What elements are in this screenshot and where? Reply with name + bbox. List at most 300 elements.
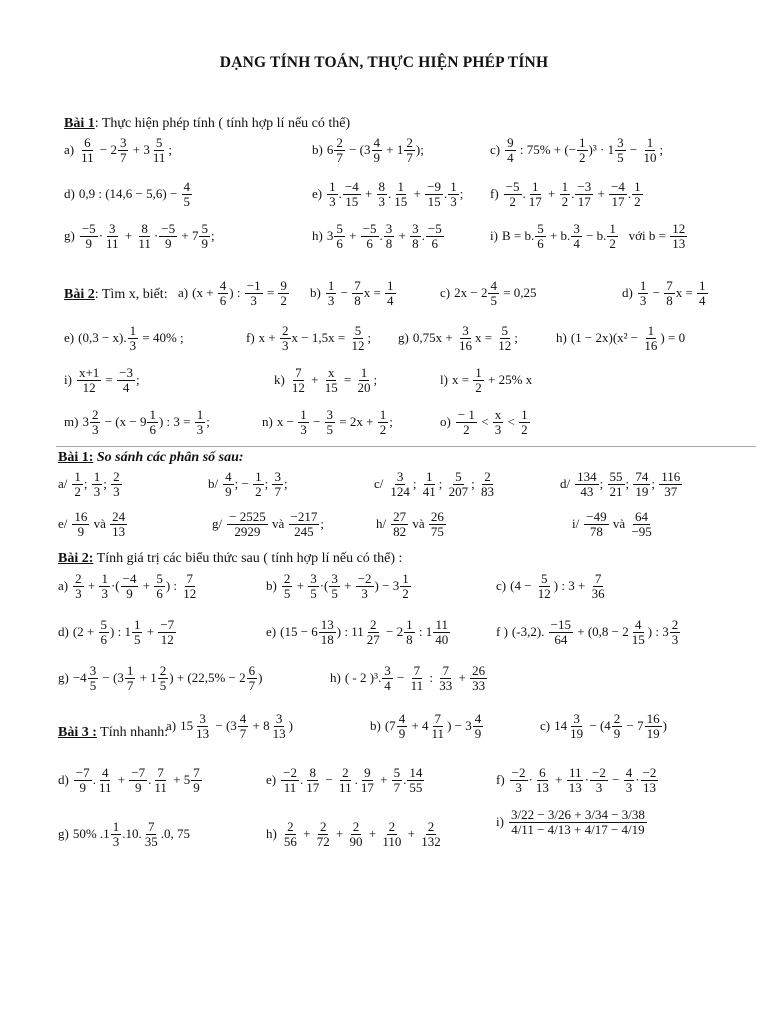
fraction-denominator: 15 (324, 379, 338, 395)
math-text: = (102, 372, 117, 388)
problem-b2-e (64, 324, 184, 352)
fraction-numerator: −5 (427, 221, 442, 236)
fraction-numerator: 2 (159, 663, 167, 678)
fraction-denominator: 3 (378, 193, 386, 209)
fraction-denominator: 5 (159, 677, 167, 693)
fraction (392, 766, 403, 794)
fraction (590, 572, 607, 600)
fraction-denominator: 4 (699, 292, 706, 308)
fraction (88, 664, 99, 692)
fraction-numerator: − 1 (457, 407, 475, 422)
math-text: ; (320, 516, 324, 532)
fraction-numerator: 4 (225, 469, 232, 484)
math-text: ; (264, 476, 272, 492)
fraction (419, 820, 443, 848)
problem-b1-f (490, 180, 644, 208)
problem-tn-b (370, 712, 484, 740)
fraction-numerator: −2 (357, 571, 372, 586)
fraction-denominator: 7 (126, 677, 134, 693)
fraction-denominator: 7 (239, 725, 247, 741)
fraction-denominator: 5 (617, 149, 624, 165)
fraction-numerator: 1 (126, 663, 134, 678)
fraction-numerator: −5 (362, 221, 377, 236)
divider (56, 446, 756, 447)
fraction-numerator: 3 (412, 221, 419, 236)
fraction-numerator: 7 (666, 278, 673, 293)
math-text: = 2x + (336, 414, 377, 430)
fraction-denominator: 13 (568, 779, 582, 795)
fraction (361, 222, 379, 250)
fraction-numerator: 4 (635, 617, 642, 632)
fraction (125, 664, 136, 692)
fraction-denominator: 7 (336, 149, 343, 165)
fraction-denominator: 13 (643, 779, 656, 795)
fraction (384, 222, 395, 250)
fraction (343, 180, 361, 208)
fraction-numerator: 4 (239, 711, 247, 726)
problem-tn-e (266, 766, 425, 794)
fraction-numerator: 1 (475, 365, 482, 380)
math-text: và (609, 516, 629, 532)
fraction-denominator: 5 (183, 193, 191, 209)
fraction-numerator: −49 (586, 509, 607, 524)
fraction-numerator: 3 (199, 711, 206, 726)
fraction-denominator: 17 (577, 193, 591, 209)
fraction-numerator: 2 (283, 571, 291, 586)
fraction-numerator: 1 (101, 571, 108, 586)
fraction-numerator: 2 (91, 407, 99, 422)
problem-ss-h (376, 510, 447, 538)
fraction-denominator: 9 (373, 149, 381, 165)
fraction-denominator: 13 (272, 725, 286, 741)
math-text: ; (471, 476, 479, 492)
fraction-numerator: 3 (109, 221, 116, 236)
math-text: + (293, 578, 308, 594)
math-text: · (528, 772, 533, 788)
math-text: + (395, 228, 410, 244)
fraction (349, 324, 366, 352)
problem-tn-h (266, 820, 444, 848)
fraction-numerator: 1 (397, 179, 405, 194)
fraction (327, 180, 338, 208)
fraction (97, 766, 114, 794)
section-1-heading: Bài 1: Thực hiện phép tính ( tính hợp lí nếu có thể) (64, 116, 351, 131)
fraction (473, 366, 484, 394)
fraction-denominator: 11 (410, 677, 424, 693)
fraction (199, 222, 210, 250)
fraction (575, 470, 599, 498)
fraction-numerator: −2 (642, 765, 657, 780)
math-text: + 7 (178, 228, 199, 244)
fraction (304, 766, 321, 794)
fraction-numerator: 16 (74, 509, 88, 524)
fraction-denominator: 3 (300, 421, 307, 437)
fraction-denominator: 20 (357, 379, 371, 395)
fraction-numerator: 7 (434, 711, 442, 726)
fraction (527, 180, 544, 208)
math-text: ( - 2 )³. (344, 670, 382, 686)
fraction-numerator: 3 (310, 571, 317, 586)
fraction-numerator: 7 (157, 765, 164, 780)
math-text: : 1 (415, 624, 433, 640)
fraction (575, 180, 593, 208)
fraction-denominator: 6 (336, 235, 343, 251)
math-text: · (635, 772, 640, 788)
fraction-numerator: 1 (360, 365, 368, 380)
fraction (315, 820, 332, 848)
fraction-denominator: 2 (379, 421, 387, 437)
math-text: · (98, 228, 104, 244)
problem-gt-e (266, 618, 451, 646)
fraction (90, 408, 101, 436)
problem-label: b) (370, 718, 381, 734)
problem-b2-m (64, 408, 210, 436)
fraction (223, 470, 234, 498)
fraction-numerator: 3 (617, 135, 624, 150)
fraction-numerator: 1 (93, 469, 101, 484)
fraction (473, 712, 484, 740)
fraction-denominator: 9 (398, 725, 406, 741)
fraction (388, 470, 412, 498)
problem-label: b) (310, 285, 321, 301)
problem-tn-c (540, 712, 667, 740)
fraction-numerator: −4 (122, 571, 137, 586)
math-text: (1 − 2x)(x² − (570, 330, 642, 346)
problem-label: a/ (58, 476, 68, 492)
fraction-denominator: 6 (537, 235, 544, 251)
fraction (632, 180, 643, 208)
fraction-numerator: 3 (274, 469, 281, 484)
fraction-denominator: 9 (613, 725, 621, 741)
problem-label: n) (262, 414, 273, 430)
fraction-denominator: 207 (448, 483, 469, 499)
fraction (154, 572, 165, 600)
fraction (289, 510, 320, 538)
math-text: ; (83, 476, 91, 492)
fraction-numerator: x (494, 407, 502, 422)
fraction (409, 664, 426, 692)
fraction-numerator: 4 (398, 711, 406, 726)
math-text: (4 − (510, 578, 535, 594)
problem-label: i) (496, 814, 504, 830)
problem-ss-b (208, 470, 288, 498)
fraction-denominator: 21 (609, 483, 623, 499)
fraction-numerator: 1 (609, 221, 616, 236)
fraction (488, 279, 499, 307)
fraction-denominator: 6 (149, 421, 156, 437)
fraction-numerator: −9 (427, 179, 441, 194)
fraction-denominator: 7 (119, 149, 127, 165)
problem-label: e) (312, 186, 323, 202)
fraction (392, 180, 409, 208)
fraction-denominator: 2 (634, 193, 641, 209)
math-text: 3 (326, 228, 334, 244)
fraction (271, 712, 288, 740)
fraction-denominator: 11 (152, 149, 166, 165)
fraction-denominator: 11 (154, 779, 167, 795)
fraction-denominator: 27 (366, 631, 380, 647)
fraction (99, 572, 110, 600)
fraction (280, 324, 291, 352)
fraction-numerator: −5 (505, 179, 520, 194)
math-text: . (148, 772, 152, 788)
fraction-denominator: 3 (196, 421, 204, 437)
problem-b2-a (178, 279, 290, 307)
fraction-numerator: 2 (613, 711, 621, 726)
fraction-denominator: 9 (474, 725, 482, 741)
fraction (158, 664, 169, 692)
math-text: ·( (319, 578, 329, 594)
fraction (509, 808, 647, 836)
math-text: − 7 (623, 718, 644, 734)
fraction-denominator: 11 (106, 235, 119, 251)
fraction (159, 222, 177, 250)
problem-b2-g (398, 324, 518, 352)
fraction-denominator: 13 (196, 725, 210, 741)
fraction-numerator: 1 (579, 135, 586, 150)
fraction (238, 712, 249, 740)
math-text: với b = (618, 228, 670, 244)
problem-label: e) (266, 772, 277, 788)
fraction-numerator: 6 (84, 135, 91, 150)
fraction-numerator: 26 (430, 509, 444, 524)
fraction-denominator: 8 (406, 631, 413, 647)
fraction-denominator: 3 (361, 585, 368, 601)
fraction-numerator: 2 (282, 323, 289, 338)
fraction-numerator: 1 (634, 179, 641, 194)
fraction-denominator: 64 (554, 631, 568, 647)
fraction-denominator: 9 (85, 235, 93, 251)
math-text: ; (459, 186, 464, 202)
fraction (535, 222, 546, 250)
fraction (645, 712, 662, 740)
fraction (152, 766, 169, 794)
problem-b1-d (64, 180, 193, 208)
fraction-denominator: 3 (75, 585, 82, 601)
fraction-numerator: 7 (147, 819, 155, 834)
fraction-numerator: 3 (396, 469, 404, 484)
fraction-denominator: 5 (331, 585, 338, 601)
math-text: . (388, 186, 392, 202)
fraction-numerator: 5 (455, 469, 462, 484)
fraction-denominator: 2 (402, 585, 409, 601)
fraction-denominator: 15 (345, 193, 359, 209)
math-text: + 1 (383, 142, 404, 158)
fraction-denominator: 2929 (234, 523, 261, 539)
problem-label: i/ (572, 516, 580, 532)
fraction-numerator: 8 (309, 765, 316, 780)
math-text: ; (514, 330, 518, 346)
math-text: và (268, 516, 288, 532)
math-text: ; (367, 330, 372, 346)
problem-label: d) (622, 285, 633, 301)
fraction-denominator: 9 (201, 235, 208, 251)
math-text: = 40% ; (139, 330, 184, 346)
problem-label: f) (496, 772, 505, 788)
fraction-denominator: 3 (639, 292, 647, 308)
math-text: − (3 (99, 670, 124, 686)
fraction (377, 180, 388, 208)
math-text: . (421, 228, 425, 244)
math-text: + 25% x (484, 372, 533, 388)
fraction-numerator: 1 (133, 617, 141, 632)
problem-label: a) (64, 142, 75, 158)
fraction-numerator: 5 (201, 221, 208, 236)
math-text: + (84, 578, 99, 594)
problem-label: g) (58, 670, 69, 686)
fraction-denominator: 11 (98, 779, 112, 795)
fraction-denominator: 9 (77, 523, 85, 539)
fraction-denominator: 3 (515, 779, 522, 795)
fraction (447, 470, 471, 498)
fraction-numerator: 3/22 − 3/26 + 3/34 − 3/38 (510, 807, 645, 822)
fraction (470, 664, 487, 692)
fraction-numerator: x (327, 365, 335, 380)
fraction (590, 766, 608, 794)
math-text: + (544, 186, 559, 202)
fraction-denominator: 3 (595, 779, 603, 795)
fraction-numerator: 5 (354, 323, 362, 338)
fraction-numerator: 2 (287, 819, 294, 834)
fraction-denominator: 36 (591, 585, 605, 601)
problem-b2-h (556, 324, 685, 352)
fraction (319, 618, 336, 646)
problem-ss-a (58, 470, 123, 498)
problem-b1-a (64, 136, 172, 164)
fraction (612, 712, 623, 740)
fraction-denominator: 3 (113, 483, 120, 499)
fraction-numerator: −1 (246, 278, 261, 293)
math-text: − (3 (212, 718, 237, 734)
fraction-numerator: −3 (577, 179, 592, 194)
fraction (77, 366, 101, 394)
math-text: .0, 75 (160, 826, 190, 842)
fraction-denominator: 55 (409, 779, 423, 795)
fraction (195, 408, 206, 436)
fraction-numerator: 1 (300, 407, 307, 422)
fraction (334, 136, 345, 164)
section-3-heading: Bài 1: So sánh các phân số sau: (58, 450, 244, 465)
section-5-heading: Bài 3 : Tính nhanh: (58, 725, 169, 740)
fraction-denominator: 12 (498, 337, 512, 353)
fraction (534, 766, 551, 794)
fraction-denominator: 7 (274, 483, 281, 499)
math-text: + (121, 228, 136, 244)
math-text: (15 − 6 (280, 624, 318, 640)
fraction-numerator: 4 (474, 711, 482, 726)
fraction (629, 510, 653, 538)
fraction-numerator: 2 (75, 571, 82, 586)
fraction-numerator: 4 (373, 135, 381, 150)
problem-ss-i (572, 510, 655, 538)
problem-b1-g (64, 222, 215, 250)
fraction (348, 820, 365, 848)
problem-tn-f (496, 766, 659, 794)
math-text: 50% .1 (72, 826, 110, 842)
fraction-denominator: 6 (366, 235, 373, 251)
section-4-heading: Bài 2: Tính giá trị các biểu thức sau ( tính hợp lí nếu có thể) : (58, 551, 403, 566)
problem-b2-n (262, 408, 393, 436)
problem-label: h) (266, 826, 277, 842)
math-text: ; (210, 228, 215, 244)
fraction-numerator: 16 (646, 711, 660, 726)
math-text: ; (438, 476, 446, 492)
fraction (245, 279, 263, 307)
fraction (147, 408, 158, 436)
math-text: + (376, 772, 391, 788)
fraction-numerator: − 2525 (229, 509, 266, 524)
math-text: . (379, 228, 383, 244)
problem-ss-e (58, 510, 128, 538)
fraction-numerator: 1 (402, 571, 409, 586)
fraction (74, 766, 92, 794)
problem-label: f ) (496, 624, 508, 640)
math-text: ; (389, 414, 393, 430)
math-text: )³ · 1 (588, 142, 615, 158)
fraction-numerator: 1 (532, 179, 539, 194)
fraction-denominator: 43 (580, 483, 594, 499)
math-text: (x + (192, 285, 217, 301)
fraction-denominator: 3 (450, 193, 457, 209)
math-text: + (551, 772, 566, 788)
math-text: 3 (82, 414, 89, 430)
math-text: : 75% + (− (516, 142, 577, 158)
problem-b1-i (490, 222, 688, 250)
problem-label: h) (312, 228, 323, 244)
math-text: + (114, 772, 129, 788)
fraction-numerator: 1 (129, 323, 137, 338)
fraction (111, 470, 122, 498)
fraction-denominator: 3 (101, 585, 108, 601)
fraction-numerator: 6 (248, 663, 256, 678)
fraction (496, 324, 513, 352)
problem-b1-b (312, 136, 424, 164)
math-text: + 8 (249, 718, 270, 734)
math-text: ; (206, 414, 210, 430)
fraction (479, 470, 496, 498)
fraction-denominator: 4/11 − 4/13 + 4/17 − 4/19 (511, 821, 645, 837)
math-text: ); (415, 142, 424, 158)
fraction (308, 572, 319, 600)
math-text: = (340, 372, 355, 388)
fraction-denominator: 33 (439, 677, 453, 693)
fraction (697, 279, 708, 307)
fraction-denominator: 11 (283, 779, 297, 795)
problem-b1-h (312, 222, 445, 250)
fraction-numerator: 13 (320, 617, 334, 632)
fraction-denominator: 37 (664, 483, 678, 499)
math-text: + b. (546, 228, 571, 244)
math-text: ; − (234, 476, 253, 492)
problem-label: g) (64, 228, 75, 244)
problem-label: k) (274, 372, 285, 388)
problem-label: i) (64, 372, 72, 388)
fraction-denominator: 6 (156, 585, 163, 601)
math-text: − (608, 772, 623, 788)
fraction (378, 408, 389, 436)
problem-tn-d (58, 766, 203, 794)
fraction-numerator: 7 (594, 571, 602, 586)
fraction-numerator: 11 (568, 765, 582, 780)
fraction-numerator: 4 (219, 278, 227, 293)
fraction (151, 136, 168, 164)
math-text: 0,75x + (412, 330, 456, 346)
fraction-numerator: 9 (364, 765, 371, 780)
fraction (385, 279, 396, 307)
problem-label: i) (490, 228, 498, 244)
fraction-denominator: 10 (643, 149, 657, 165)
math-text: ) : (165, 578, 181, 594)
